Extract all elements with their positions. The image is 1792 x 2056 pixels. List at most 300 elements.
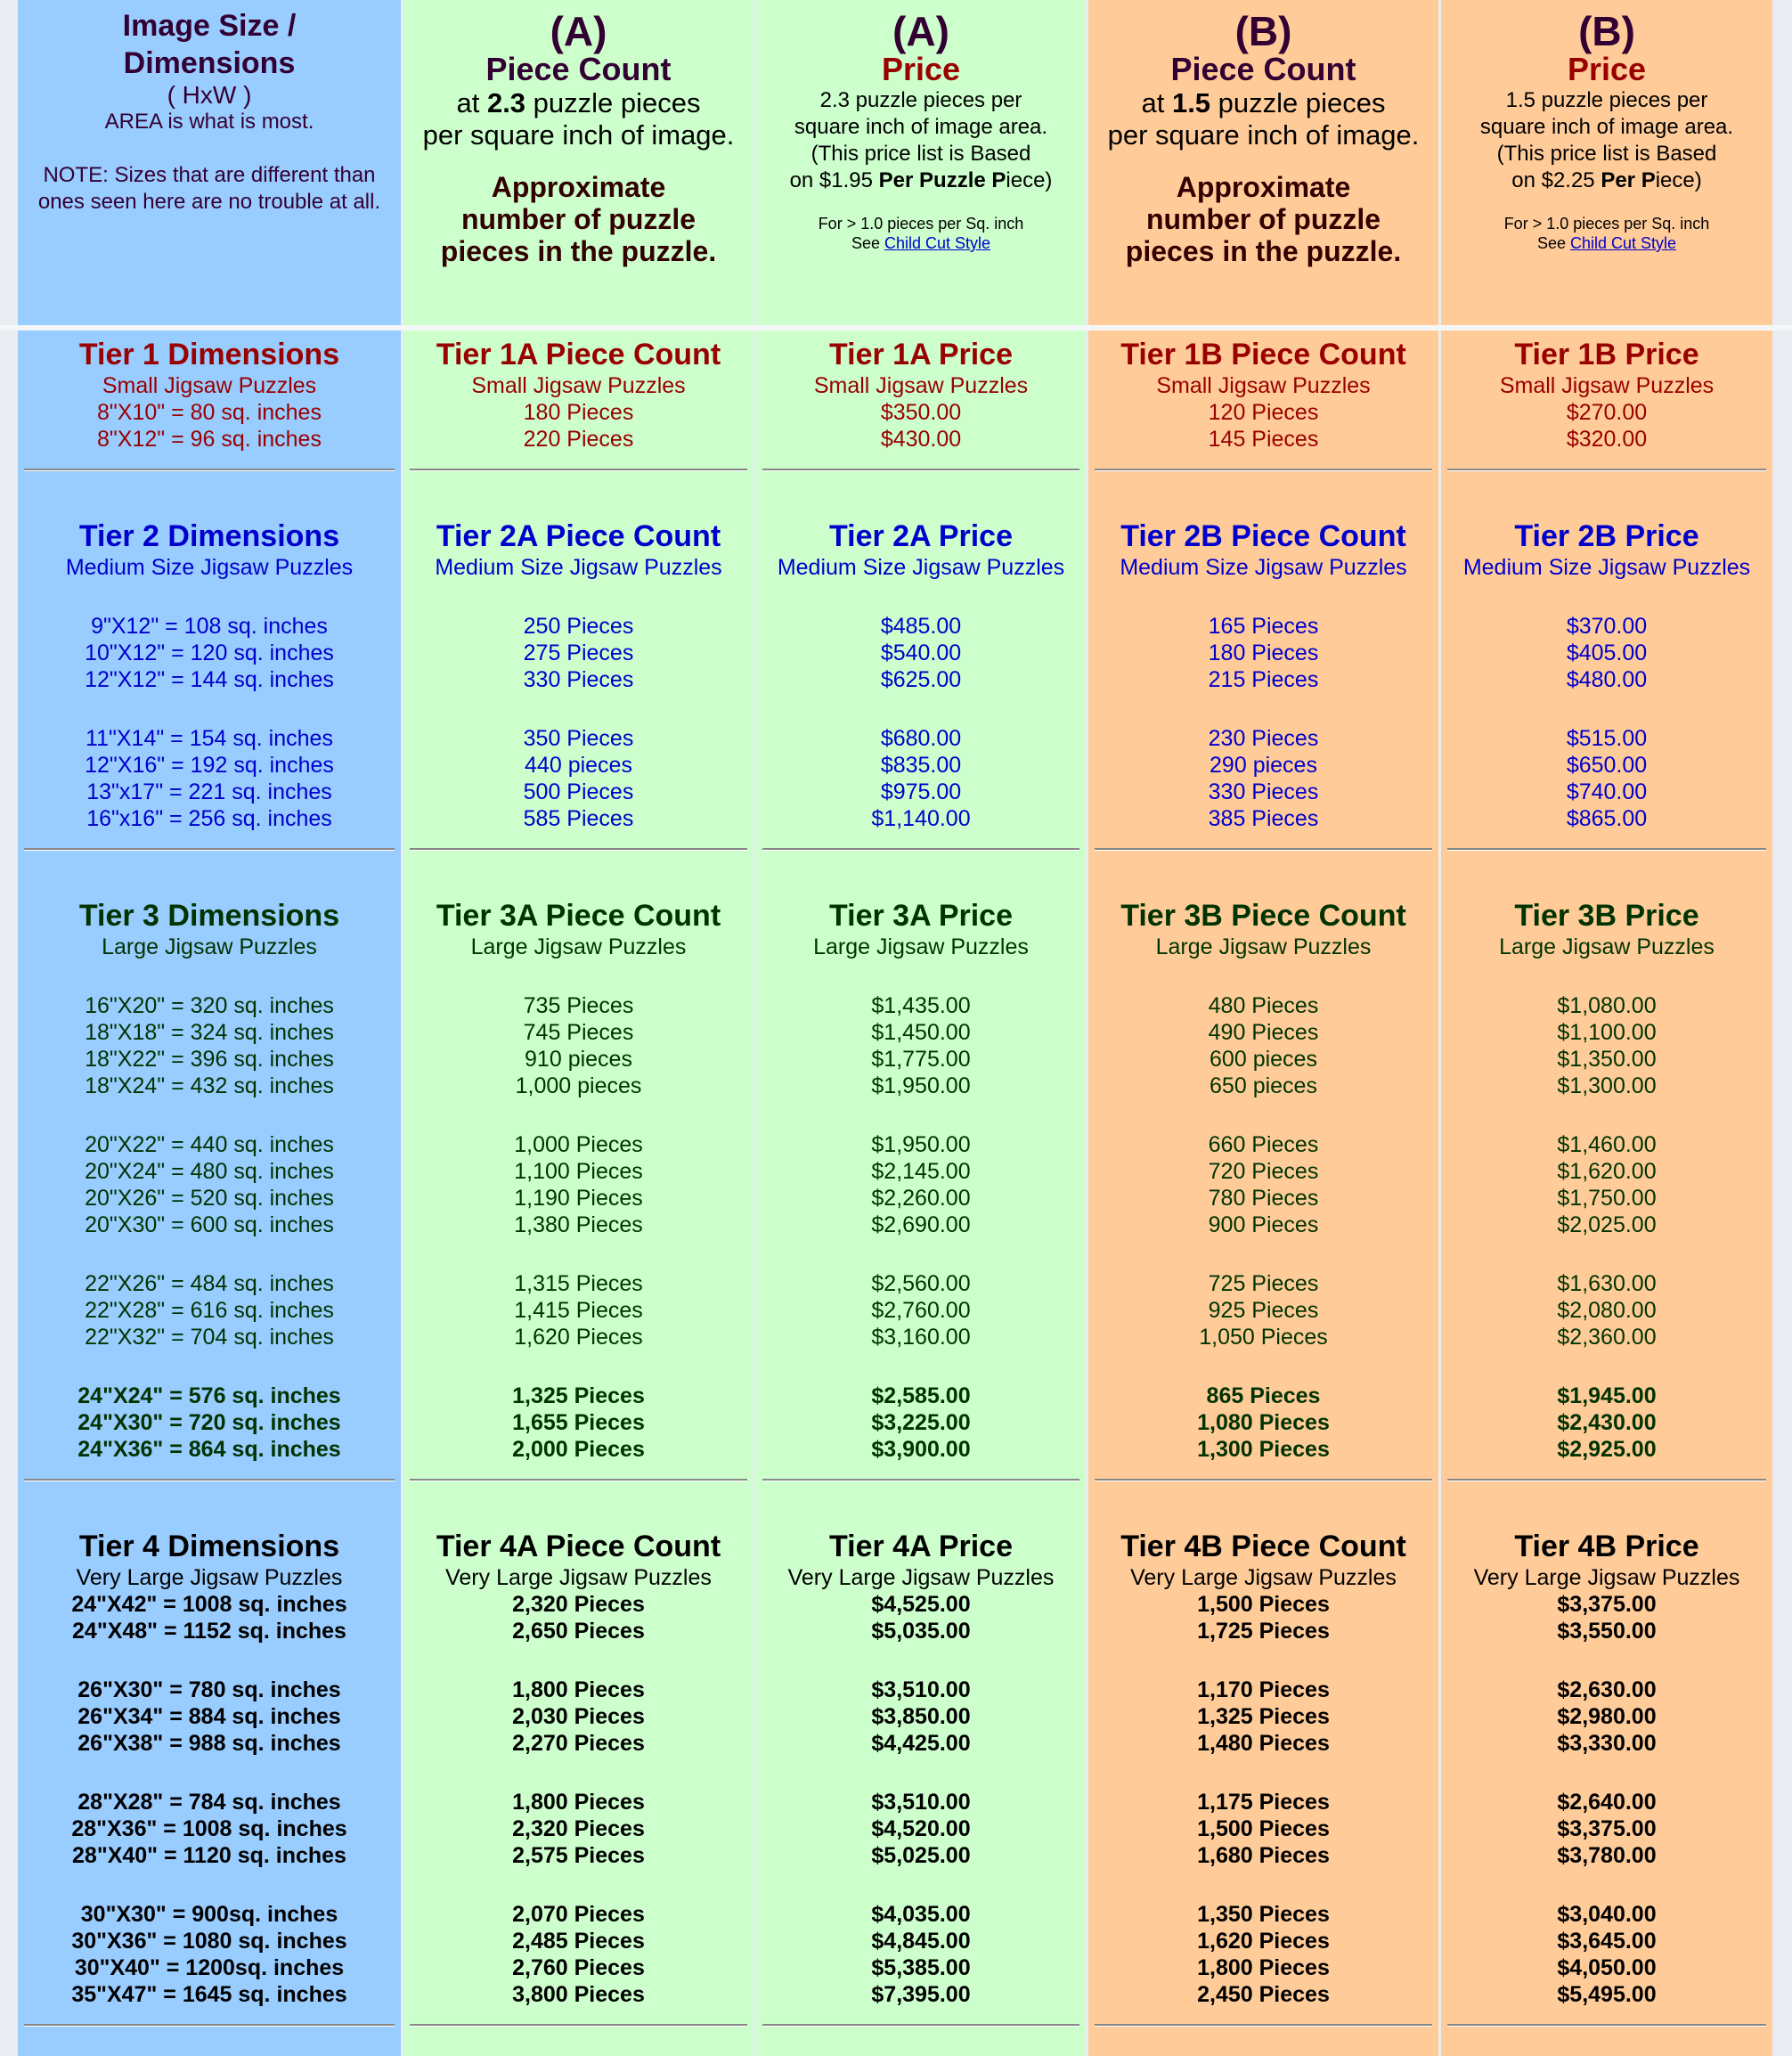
piece-count-cell: 1,655 Pieces xyxy=(512,1410,645,1435)
tier-title xyxy=(403,518,753,554)
tier-title-bold: Tier 3B xyxy=(1120,899,1223,933)
a-price-small2 xyxy=(756,233,1086,253)
header-divider xyxy=(0,325,1792,330)
tier-4-block xyxy=(403,1529,753,2008)
b-price-small1: For > 1.0 pieces per Sq. inch xyxy=(1503,215,1710,233)
tier-subtitle: Very Large Jigsaw Puzzles xyxy=(445,1565,712,1590)
tier-subtitle: Very Large Jigsaw Puzzles xyxy=(76,1565,343,1590)
price-cell: $4,050.00 xyxy=(1557,1955,1657,1980)
piece-count-cell: 120 Pieces xyxy=(1208,400,1319,425)
a-price-column xyxy=(756,0,1086,2056)
piece-count-cell: 720 Pieces xyxy=(1208,1159,1319,1184)
tier-rows xyxy=(756,1591,1086,2008)
tier-separator xyxy=(1447,469,1766,471)
tier-title xyxy=(1088,518,1438,554)
b-price-space xyxy=(1635,168,1641,192)
piece-count-cell: 2,650 Pieces xyxy=(512,1619,645,1644)
piece-count-cell: 1,080 Pieces xyxy=(1197,1410,1330,1435)
b-price-basis: on $2.25 xyxy=(1511,168,1601,192)
row-group xyxy=(1088,1131,1438,1238)
row-group xyxy=(18,613,401,693)
a-price-per: Per xyxy=(878,168,914,192)
b-child-cut-style-link[interactable]: Child Cut Style xyxy=(1569,234,1677,252)
piece-count-cell: 1,175 Pieces xyxy=(1197,1790,1330,1815)
b-piece-count-column xyxy=(1088,0,1438,2056)
b-price-line1: 1.5 puzzle pieces per xyxy=(1505,88,1708,112)
tier-subtitle: Large Jigsaw Puzzles xyxy=(813,934,1029,959)
a-rate-rest: puzzle pieces xyxy=(525,87,701,118)
tier-title-bold: Tier 3A xyxy=(436,899,538,933)
tier-title-bold: Tier 4B xyxy=(1120,1530,1223,1563)
piece-count-cell: 440 pieces xyxy=(525,753,632,778)
row-group xyxy=(1441,1901,1772,2008)
price-cell: $270.00 xyxy=(1566,400,1648,425)
piece-count-cell: 1,170 Pieces xyxy=(1197,1677,1330,1702)
row-group xyxy=(1088,1383,1438,1463)
a-price-iece: iece) xyxy=(1006,168,1053,192)
price-cell: $1,100.00 xyxy=(1557,1020,1657,1045)
price-cell: $2,980.00 xyxy=(1557,1704,1657,1729)
b-price-name: Price xyxy=(1567,51,1647,87)
tier-separator xyxy=(410,1479,747,1481)
b-price-line2: square inch of image area. xyxy=(1479,115,1734,139)
price-cell: $3,510.00 xyxy=(871,1677,971,1702)
b-price-small2 xyxy=(1441,233,1772,253)
a-price-letter: (A) xyxy=(892,8,949,54)
row-group xyxy=(756,1789,1086,1869)
row-group xyxy=(18,1677,401,1757)
tier-rows xyxy=(18,613,401,832)
row-group xyxy=(756,613,1086,693)
piece-count-cell: 1,415 Pieces xyxy=(514,1298,643,1323)
row-group xyxy=(18,1270,401,1350)
tier-2-block xyxy=(756,518,1086,832)
piece-count-cell: 650 pieces xyxy=(1210,1073,1317,1098)
tier-1-block xyxy=(1088,337,1438,453)
price-cell: $1,080.00 xyxy=(1557,993,1657,1018)
a-rate-line2: per square inch of image. xyxy=(422,119,735,151)
a-price-header xyxy=(756,0,1086,325)
row-group xyxy=(1441,1591,1772,1644)
tier-2-block xyxy=(1088,518,1438,832)
dimension-cell: 16"X20" = 320 sq. inches xyxy=(85,993,334,1018)
row-group xyxy=(1441,1383,1772,1463)
row-group xyxy=(1441,992,1772,1099)
tier-separator xyxy=(24,2024,395,2027)
piece-count-cell: 2,320 Pieces xyxy=(512,1816,645,1841)
tier-1-block xyxy=(18,337,401,453)
tier-rows xyxy=(403,992,753,1463)
dimension-cell: 20"X26" = 520 sq. inches xyxy=(85,1186,334,1211)
b-rate-line2: per square inch of image. xyxy=(1107,119,1420,151)
tier-rows xyxy=(1088,1591,1438,2008)
piece-count-cell: 480 Pieces xyxy=(1208,993,1319,1018)
tier-separator xyxy=(762,1479,1079,1481)
tier-title-rest: Piece Count xyxy=(537,519,721,553)
row-group xyxy=(18,1591,401,1644)
row-group xyxy=(18,1383,401,1463)
tier-title: Tier 3A Price xyxy=(828,899,1013,933)
dimensions-hxw: ( HxW ) xyxy=(167,81,252,109)
dimension-cell: 24"X42" = 1008 sq. inches xyxy=(71,1592,347,1617)
row-group xyxy=(1088,1270,1438,1350)
tier-rows xyxy=(403,613,753,832)
tier-rows xyxy=(18,399,401,453)
b-price-see: See xyxy=(1536,234,1570,252)
row-group xyxy=(1088,399,1438,453)
price-cell: $1,435.00 xyxy=(871,993,971,1018)
row-group xyxy=(1441,1131,1772,1238)
tier-separator xyxy=(1095,2024,1432,2027)
price-cell: $4,525.00 xyxy=(871,1592,971,1617)
b-rate-at: at xyxy=(1141,87,1172,118)
tier-2-block xyxy=(403,518,753,832)
row-group xyxy=(403,1789,753,1869)
row-group xyxy=(403,399,753,453)
tier-4-block xyxy=(756,1529,1086,2008)
dimension-cell: 30"X30" = 900sq. inches xyxy=(80,1902,338,1927)
piece-count-cell: 660 Pieces xyxy=(1208,1132,1319,1157)
a-price-see: See xyxy=(851,234,884,252)
a-child-cut-style-link[interactable]: Child Cut Style xyxy=(884,234,991,252)
a-price-line2: square inch of image area. xyxy=(794,115,1048,139)
piece-count-cell: 2,000 Pieces xyxy=(512,1437,645,1462)
piece-count-cell: 2,320 Pieces xyxy=(512,1592,645,1617)
price-cell: $1,630.00 xyxy=(1557,1271,1657,1296)
tier-title-rest: Piece Count xyxy=(1222,899,1406,933)
dimension-cell: 30"X36" = 1080 sq. inches xyxy=(71,1929,347,1954)
tier-rows xyxy=(1088,613,1438,832)
tier-separator xyxy=(410,2024,747,2027)
dimension-cell: 12"X16" = 192 sq. inches xyxy=(85,753,334,778)
b-price-header xyxy=(1441,0,1772,325)
piece-count-cell: 330 Pieces xyxy=(523,667,634,692)
price-cell: $865.00 xyxy=(1566,806,1648,831)
piece-count-cell: 2,485 Pieces xyxy=(512,1929,645,1954)
price-cell: $650.00 xyxy=(1566,753,1648,778)
tier-1-block xyxy=(403,337,753,453)
piece-count-cell: 290 pieces xyxy=(1210,753,1317,778)
piece-count-cell: 490 Pieces xyxy=(1208,1020,1319,1045)
piece-count-cell: 1,620 Pieces xyxy=(514,1325,643,1350)
row-group xyxy=(1441,1677,1772,1757)
a-piece-count-name: Piece Count xyxy=(485,51,672,87)
price-cell: $4,845.00 xyxy=(871,1929,971,1954)
a-price-small1: For > 1.0 pieces per Sq. inch xyxy=(818,215,1024,233)
dimension-cell: 18"X18" = 324 sq. inches xyxy=(85,1020,334,1045)
dimensions-size-note: NOTE: Sizes that are different than ones seen here are no trouble at all. xyxy=(37,163,381,214)
piece-count-cell: 165 Pieces xyxy=(1208,614,1319,639)
tier-2-block xyxy=(18,518,401,832)
tier-title: Tier 4A Price xyxy=(828,1530,1013,1563)
tier-title: Tier 2B Price xyxy=(1514,519,1699,553)
piece-count-cell: 500 Pieces xyxy=(523,779,634,804)
piece-count-cell: 215 Pieces xyxy=(1208,667,1319,692)
a-approx-note: Approximate number of puzzle pieces in the puzzle. xyxy=(440,171,717,267)
dimension-cell: 8"X10" = 80 sq. inches xyxy=(97,400,322,425)
tier-2-block xyxy=(1441,518,1772,832)
tier-subtitle: Small Jigsaw Puzzles xyxy=(471,373,686,398)
tier-rows xyxy=(1441,399,1772,453)
a-price-line3: (This price list is Based xyxy=(810,142,1031,166)
tier-rows xyxy=(18,1591,401,2008)
tier-rows xyxy=(403,1591,753,2008)
piece-count-cell: 330 Pieces xyxy=(1208,779,1319,804)
price-cell: $2,585.00 xyxy=(871,1383,971,1408)
piece-count-cell: 230 Pieces xyxy=(1208,726,1319,751)
piece-count-cell: 180 Pieces xyxy=(1208,640,1319,665)
tier-subtitle: Large Jigsaw Puzzles xyxy=(1499,934,1715,959)
dimension-cell: 30"X40" = 1200sq. inches xyxy=(74,1955,345,1980)
piece-count-cell: 3,800 Pieces xyxy=(512,1982,645,2007)
row-group xyxy=(756,1591,1086,1644)
piece-count-cell: 2,070 Pieces xyxy=(512,1902,645,1927)
price-cell: $680.00 xyxy=(880,726,962,751)
piece-count-cell: 1,050 Pieces xyxy=(1199,1325,1328,1350)
tier-title-bold: Tier 2B xyxy=(1120,519,1223,553)
dimension-cell: 18"X24" = 432 sq. inches xyxy=(85,1073,334,1098)
price-cell: $540.00 xyxy=(880,640,962,665)
piece-count-cell: 1,000 pieces xyxy=(515,1073,642,1098)
tier-separator xyxy=(24,469,395,471)
price-cell: $405.00 xyxy=(1566,640,1648,665)
price-cell: $1,620.00 xyxy=(1557,1159,1657,1184)
piece-count-cell: 900 Pieces xyxy=(1208,1212,1319,1237)
row-group xyxy=(1441,725,1772,832)
piece-count-cell: 2,760 Pieces xyxy=(512,1955,645,1980)
dimension-cell: 16"x16" = 256 sq. inches xyxy=(86,806,332,831)
tier-separator xyxy=(1095,469,1432,471)
dimension-cell: 26"X30" = 780 sq. inches xyxy=(77,1677,341,1702)
price-cell: $1,945.00 xyxy=(1557,1383,1657,1408)
tier-subtitle: Large Jigsaw Puzzles xyxy=(470,934,687,959)
price-cell: $2,760.00 xyxy=(871,1298,971,1323)
tier-subtitle: Medium Size Jigsaw Puzzles xyxy=(1120,555,1407,580)
dimension-cell: 28"X28" = 784 sq. inches xyxy=(77,1790,341,1815)
piece-count-cell: 725 Pieces xyxy=(1208,1271,1319,1296)
a-rate-value: 2.3 xyxy=(486,87,526,118)
a-rate-at: at xyxy=(456,87,487,118)
dimension-cell: 22"X28" = 616 sq. inches xyxy=(85,1298,334,1323)
dimension-cell: 22"X32" = 704 sq. inches xyxy=(85,1325,334,1350)
row-group xyxy=(403,1270,753,1350)
tier-separator xyxy=(1447,2024,1766,2027)
dimension-cell: 22"X26" = 484 sq. inches xyxy=(85,1271,334,1296)
tier-separator xyxy=(1447,1479,1766,1481)
tier-title xyxy=(1088,337,1438,372)
price-cell: $4,520.00 xyxy=(871,1816,971,1841)
price-cell: $3,040.00 xyxy=(1557,1902,1657,1927)
price-cell: $1,140.00 xyxy=(871,806,971,831)
tier-title-bold: Tier 1A xyxy=(436,338,538,371)
row-group xyxy=(1088,725,1438,832)
tier-title-rest: Piece Count xyxy=(1222,1530,1406,1563)
price-cell: $3,645.00 xyxy=(1557,1929,1657,1954)
price-cell: $2,925.00 xyxy=(1557,1437,1657,1462)
row-group xyxy=(1088,1789,1438,1869)
tier-rows xyxy=(1088,992,1438,1463)
price-cell: $3,850.00 xyxy=(871,1704,971,1729)
price-cell: $740.00 xyxy=(1566,779,1648,804)
price-cell: $3,160.00 xyxy=(871,1325,971,1350)
tier-separator xyxy=(1447,848,1766,851)
row-group xyxy=(1441,399,1772,453)
row-group xyxy=(403,725,753,832)
dimension-cell: 24"X48" = 1152 sq. inches xyxy=(72,1619,346,1644)
row-group xyxy=(18,1901,401,2008)
tier-rows xyxy=(1441,1591,1772,2008)
price-cell: $3,225.00 xyxy=(871,1410,971,1435)
tier-title xyxy=(1088,898,1438,934)
piece-count-cell: 1,325 Pieces xyxy=(512,1383,645,1408)
tier-title: Tier 3B Price xyxy=(1514,899,1699,933)
tier-title: Tier 4B Price xyxy=(1514,1530,1699,1563)
price-cell: $2,025.00 xyxy=(1557,1212,1657,1237)
price-cell: $2,430.00 xyxy=(1557,1410,1657,1435)
piece-count-cell: 220 Pieces xyxy=(523,427,634,452)
price-cell: $430.00 xyxy=(880,427,962,452)
price-cell: $2,560.00 xyxy=(871,1271,971,1296)
dimension-cell: 10"X12" = 120 sq. inches xyxy=(85,640,334,665)
tier-rows xyxy=(1088,399,1438,453)
piece-count-cell: 385 Pieces xyxy=(1208,806,1319,831)
price-cell: $1,460.00 xyxy=(1557,1132,1657,1157)
tier-separator xyxy=(410,469,747,471)
row-group xyxy=(1088,992,1438,1099)
tier-title-bold: Tier 4A xyxy=(436,1530,538,1563)
dimension-cell: 24"X24" = 576 sq. inches xyxy=(77,1383,341,1408)
b-price-p: P xyxy=(1641,168,1656,192)
row-group xyxy=(1088,1677,1438,1757)
tier-title: Tier 1 Dimensions xyxy=(78,338,340,371)
piece-count-cell: 1,380 Pieces xyxy=(514,1212,643,1237)
a-letter: (A) xyxy=(550,8,607,54)
tier-4-block xyxy=(1088,1529,1438,2008)
price-cell: $1,775.00 xyxy=(871,1047,971,1072)
piece-count-cell: 735 Pieces xyxy=(523,993,634,1018)
piece-count-cell: 1,800 Pieces xyxy=(512,1790,645,1815)
dimension-cell: 26"X34" = 884 sq. inches xyxy=(77,1704,341,1729)
tier-rows xyxy=(403,399,753,453)
price-cell: $3,330.00 xyxy=(1557,1731,1657,1756)
tier-3-block xyxy=(403,898,753,1463)
b-price-line3: (This price list is Based xyxy=(1496,142,1717,166)
row-group xyxy=(403,1131,753,1238)
row-group xyxy=(756,992,1086,1099)
tier-title-rest: Piece Count xyxy=(1222,338,1406,371)
price-cell: $1,950.00 xyxy=(871,1132,971,1157)
price-cell: $3,510.00 xyxy=(871,1790,971,1815)
dimensions-area-note: AREA is what is most. xyxy=(104,110,314,134)
tier-title-rest: Piece Count xyxy=(537,338,721,371)
price-cell: $5,495.00 xyxy=(1557,1982,1657,2007)
price-cell: $480.00 xyxy=(1566,667,1648,692)
tier-3-block xyxy=(1441,898,1772,1463)
price-cell: $3,900.00 xyxy=(871,1437,971,1462)
piece-count-cell: 1,800 Pieces xyxy=(1197,1955,1330,1980)
dimension-cell: 9"X12" = 108 sq. inches xyxy=(91,614,328,639)
row-group xyxy=(18,992,401,1099)
tier-separator xyxy=(1095,848,1432,851)
piece-count-cell: 1,500 Pieces xyxy=(1197,1592,1330,1617)
row-group xyxy=(756,399,1086,453)
price-cell: $835.00 xyxy=(880,753,962,778)
tier-title xyxy=(403,898,753,934)
price-cell: $2,690.00 xyxy=(871,1212,971,1237)
tier-title: Tier 3 Dimensions xyxy=(78,899,340,933)
row-group xyxy=(756,1901,1086,2008)
tier-rows xyxy=(756,399,1086,453)
tier-separator xyxy=(762,848,1079,851)
price-cell: $2,080.00 xyxy=(1557,1298,1657,1323)
a-rate-line xyxy=(403,87,753,119)
a-piece-count-header xyxy=(403,0,753,325)
price-cell: $5,035.00 xyxy=(871,1619,971,1644)
row-group xyxy=(403,992,753,1099)
tier-3-block xyxy=(1088,898,1438,1463)
row-group xyxy=(756,1131,1086,1238)
tier-title xyxy=(403,337,753,372)
row-group xyxy=(1088,613,1438,693)
tier-title-bold: Tier 2A xyxy=(436,519,538,553)
tier-title xyxy=(1088,1529,1438,1564)
tier-subtitle: Small Jigsaw Puzzles xyxy=(1499,373,1715,398)
row-group xyxy=(756,1383,1086,1463)
price-cell: $7,395.00 xyxy=(871,1982,971,2007)
tier-subtitle: Very Large Jigsaw Puzzles xyxy=(787,1565,1055,1590)
price-cell: $1,300.00 xyxy=(1557,1073,1657,1098)
a-piece-count-column xyxy=(403,0,753,2056)
piece-count-cell: 1,725 Pieces xyxy=(1197,1619,1330,1644)
tier-subtitle: Large Jigsaw Puzzles xyxy=(1155,934,1372,959)
row-group xyxy=(756,1270,1086,1350)
tier-separator xyxy=(24,848,395,851)
dimensions-header-title: Image Size / Dimensions xyxy=(122,9,297,80)
tier-separator xyxy=(24,1479,395,1481)
tier-subtitle: Medium Size Jigsaw Puzzles xyxy=(435,555,722,580)
tier-3-block xyxy=(756,898,1086,1463)
price-cell: $1,950.00 xyxy=(871,1073,971,1098)
tier-subtitle: Medium Size Jigsaw Puzzles xyxy=(65,555,354,580)
tier-rows xyxy=(1441,992,1772,1463)
price-cell: $975.00 xyxy=(880,779,962,804)
tier-title: Tier 4 Dimensions xyxy=(78,1530,340,1563)
b-approx-note: Approximate number of puzzle pieces in the puzzle. xyxy=(1125,171,1402,267)
piece-count-cell: 600 pieces xyxy=(1210,1047,1317,1072)
b-price-per: Per xyxy=(1601,168,1636,192)
tier-rows xyxy=(1441,613,1772,832)
tier-separator xyxy=(762,469,1079,471)
row-group xyxy=(1441,1270,1772,1350)
row-group xyxy=(403,1591,753,1644)
b-rate-value: 1.5 xyxy=(1171,87,1211,118)
piece-count-cell: 745 Pieces xyxy=(523,1020,634,1045)
piece-count-cell: 780 Pieces xyxy=(1208,1186,1319,1211)
piece-count-cell: 1,800 Pieces xyxy=(512,1677,645,1702)
dimension-cell: 11"X14" = 154 sq. inches xyxy=(86,726,333,751)
piece-count-cell: 1,350 Pieces xyxy=(1197,1902,1330,1927)
a-price-line1: 2.3 puzzle pieces per xyxy=(819,88,1022,112)
dimension-cell: 18"X22" = 396 sq. inches xyxy=(85,1047,334,1072)
row-group xyxy=(1441,613,1772,693)
row-group xyxy=(18,1131,401,1238)
tier-title: Tier 2A Price xyxy=(828,519,1013,553)
price-cell: $350.00 xyxy=(880,400,962,425)
price-cell: $2,640.00 xyxy=(1557,1790,1657,1815)
a-price-line4 xyxy=(756,167,1086,194)
price-cell: $1,350.00 xyxy=(1557,1047,1657,1072)
piece-count-cell: 250 Pieces xyxy=(523,614,634,639)
